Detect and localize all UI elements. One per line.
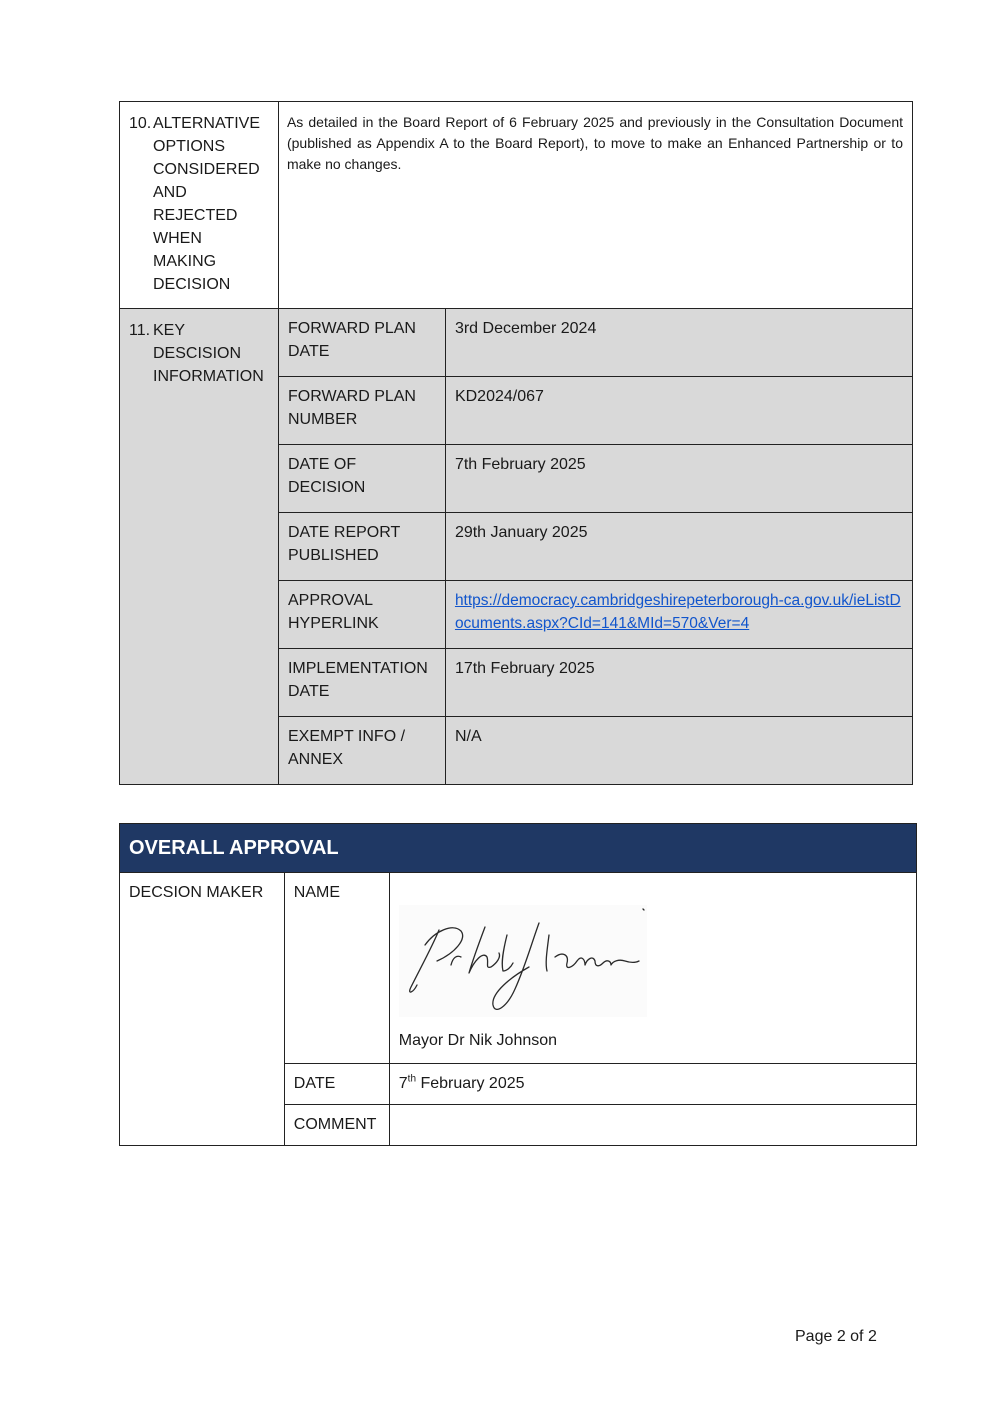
heading-line: ALTERNATIVE [153,115,260,132]
section-10-row [120,102,913,309]
heading-line: DESCISION [153,345,242,362]
decision-maker-name: Mayor Dr Nik Johnson [398,1032,558,1049]
overall-approval-table [119,823,917,1146]
heading-line: KEY [153,322,186,339]
comment-label: COMMENT [284,1105,389,1146]
heading-line: DECISION [153,276,231,293]
approval-date-value [389,1064,916,1105]
heading-line: CONSIDERED [153,161,260,178]
date-label: DATE [284,1064,389,1105]
decision-maker-label: DECSION MAKER [120,873,285,1146]
heading-line: WHEN [153,230,202,247]
section-11-heading-cell [120,309,279,785]
implementation-date-value: 17th February 2025 [445,649,912,717]
decision-info-table [119,101,913,785]
section-11-heading [153,319,264,388]
date-of-decision-value: 7th February 2025 [445,445,912,513]
date-report-published-label: DATE REPORT PUBLISHED [278,513,445,581]
page-number: Page 2 of 2 [795,1328,877,1345]
date-report-published-value: 29th January 2025 [445,513,912,581]
exempt-info-value: N/A [445,717,912,785]
heading-line: MAKING [153,253,217,270]
name-cell [389,873,916,1064]
approval-hyperlink-label: APPROVAL HYPERLINK [278,581,445,649]
section-11-number: 11. [129,322,151,339]
heading-line: AND [153,184,187,201]
section-11-row [120,309,913,377]
date-rest: February 2025 [416,1075,525,1092]
forward-plan-number-value: KD2024/067 [445,377,912,445]
date-of-decision-label: DATE OF DECISION [278,445,445,513]
overall-approval-title: OVERALL APPROVAL [120,824,917,873]
forward-plan-number-label: FORWARD PLAN NUMBER [278,377,445,445]
implementation-date-label: IMPLEMENTATION DATE [278,649,445,717]
comment-value [389,1105,916,1146]
forward-plan-date-value: 3rd December 2024 [445,309,912,377]
signature-icon [399,905,647,1017]
date-day: 7 [398,1075,408,1092]
section-10-number: 10. [129,115,152,132]
approval-hyperlink-link[interactable]: https://democracy.cambridgeshirepeterborough-ca.gov.uk/ieListDocuments.aspx?CId=141&MId=570&Ver=4 [454,592,901,632]
heading-line: REJECTED [153,207,238,224]
exempt-info-label: EXEMPT INFO / ANNEX [278,717,445,785]
alternative-options-text: As detailed in the Board Report of 6 February 2025 and previously in the Consultation Document (published as Appendix A to the Board Report), to move to make an Enhanced Partnership or to make no changes. [278,102,912,309]
name-label: NAME [284,873,389,1064]
date-suffix: th [407,1073,417,1085]
section-10-heading-cell [120,102,279,309]
approval-hyperlink-cell [445,581,912,649]
forward-plan-date-label: FORWARD PLAN DATE [278,309,445,377]
heading-line: INFORMATION [153,368,264,385]
section-10-heading [153,112,260,296]
heading-line: OPTIONS [153,138,226,155]
signature-image [399,905,647,1017]
